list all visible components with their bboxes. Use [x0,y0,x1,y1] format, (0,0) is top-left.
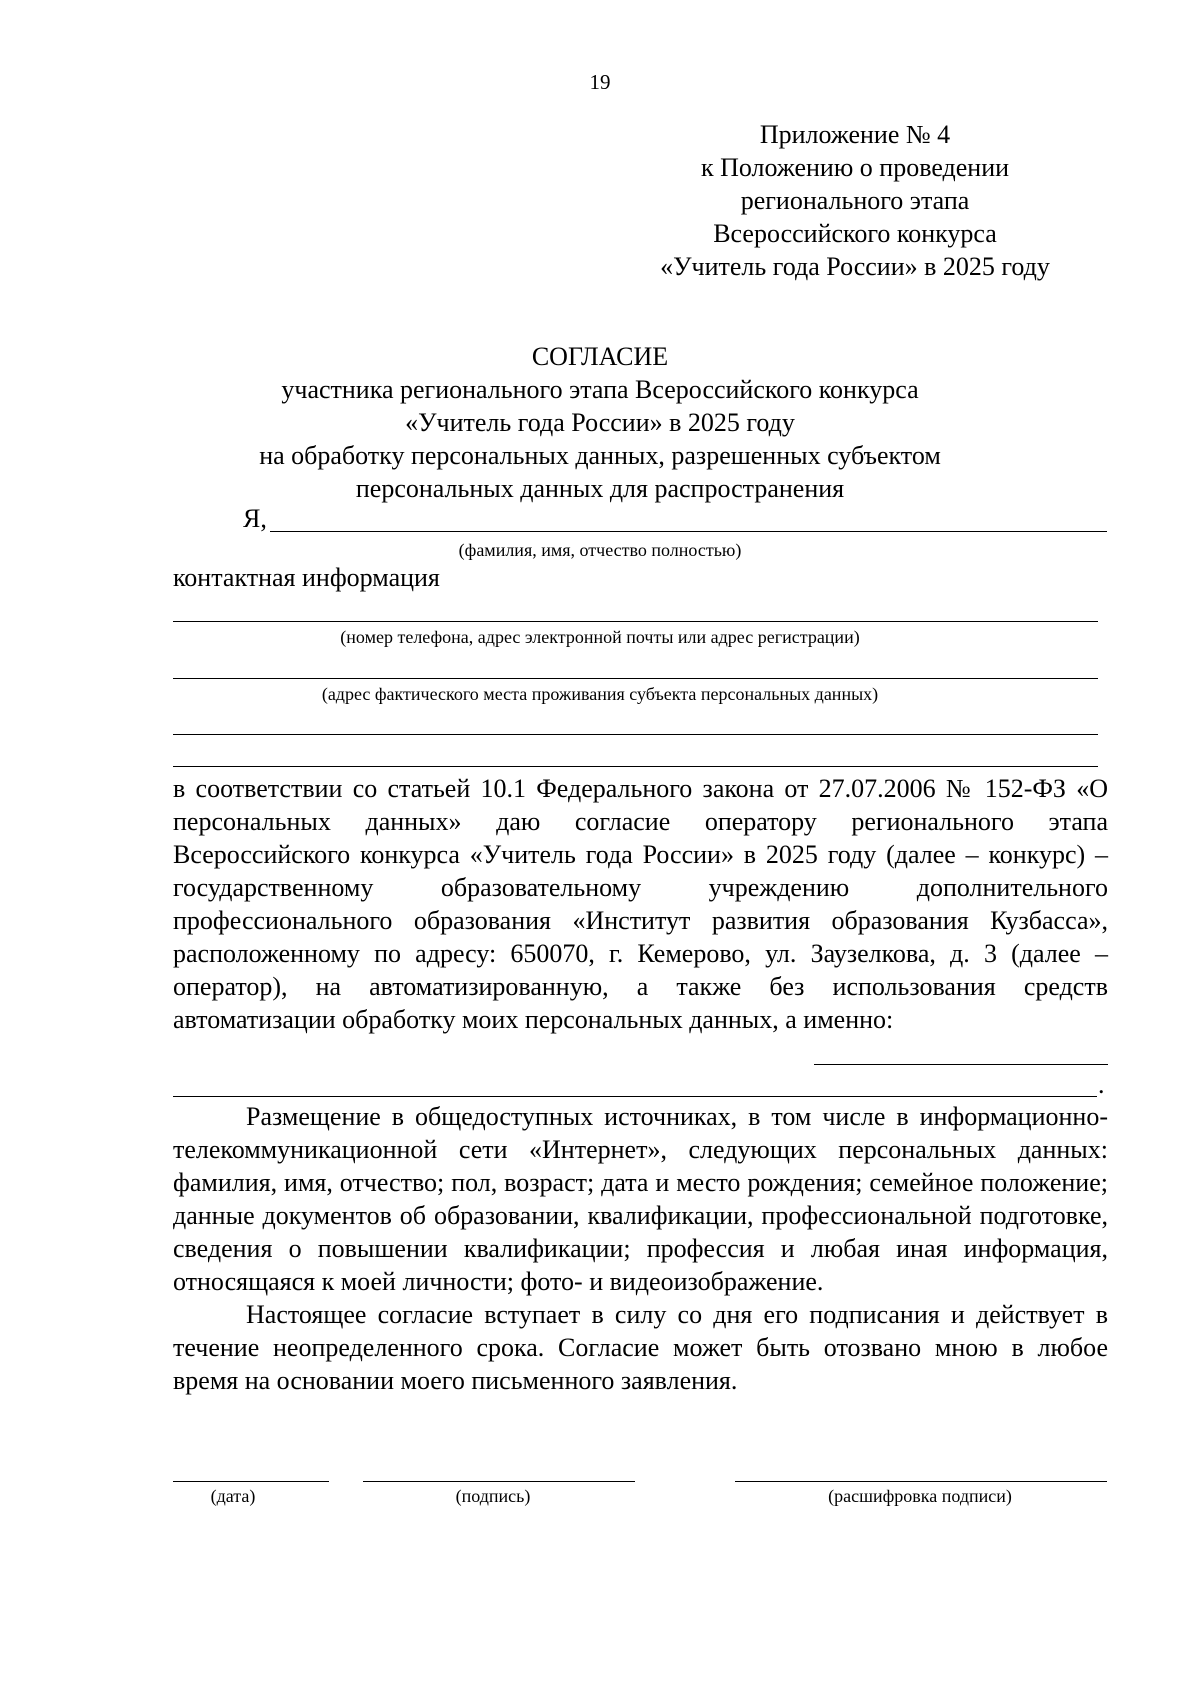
title-line: на обработку персональных данных, разрешенных субъектом [259,441,941,470]
consent-paragraph-block [173,772,1108,1036]
address-caption: (адрес фактического места проживания субъекта персональных данных) [321,684,879,704]
title-line: персональных данных для распространения [355,474,845,503]
extra-fill-line-1[interactable] [173,734,1098,735]
appendix-line: Всероссийского конкурса [713,219,997,248]
title-main: СОГЛАСИЕ [531,342,669,371]
date-line[interactable] [173,1481,329,1482]
name-fill-line[interactable] [270,531,1107,532]
document-title [0,340,1200,505]
address-fill-line[interactable] [173,678,1098,679]
period: . [1098,1070,1105,1099]
signature-caption: (подпись) [455,1486,531,1506]
contact-caption: (номер телефона, адрес электронной почты или адрес регистрации) [340,627,860,647]
data-list-fill-line-2[interactable] [173,1096,1097,1097]
date-caption: (дата) [210,1486,256,1506]
extra-fill-line-2[interactable] [173,766,1098,767]
title-line: участника регионального этапа Всероссийского конкурса [281,375,919,404]
decoding-caption: (расшифровка подписи) [828,1486,1012,1506]
title-line: «Учитель года России» в 2025 году [405,408,795,437]
data-list-fill-line-1[interactable] [814,1064,1108,1065]
consent-paragraph: в соответствии со статьей 10.1 Федерального закона от 27.07.2006 № 152-ФЗ «О персональных данных» даю согласие оператору регионального этапа Всероссийского конкурса «Учитель года России» в 2025 году (далее – конкурс) – государственному образовательному учреждению дополнительного профессионального образования «Институт развития образования Кузбасса», расположенному по адресу: 650070, г. Кемерово, ул. Заузелкова, д. 3 (далее – оператор), на автоматизированную, а также без использования средств автоматизации обработку моих персональных данных, а именно: [173,774,1108,1034]
decoding-line[interactable] [735,1481,1107,1482]
appendix-line: к Положению о проведении [700,153,1010,182]
name-caption: (фамилия, имя, отчество полностью) [458,540,742,560]
contact-label: контактная информация [173,563,440,592]
placement-paragraph-block [173,1100,1108,1397]
appendix-line: регионального этапа [740,186,970,215]
appendix-header [640,118,1070,283]
placement-paragraph: Размещение в общедоступных источниках, в том числе в информационно-телекоммуникационной сети «Интернет», следующих персональных данных: фамилия, имя, отчество; пол, возраст; дата и место рождения; семейное положение; данные документов об образовании, квалификации, профессиональной подготовке, сведения о повышении квалификации; профессия и любая иная информация, относящаяся к моей личности; фото- и видеоизображение. [173,1102,1108,1296]
validity-paragraph: Настоящее согласие вступает в силу со дня его подписания и действует в течение неопределенного срока. Согласие может быть отозвано мною в любое время на основании моего письменного заявления. [173,1300,1108,1395]
contact-fill-line[interactable] [173,621,1098,622]
i-label: Я, [243,504,267,533]
appendix-line: Приложение № 4 [759,120,951,149]
signature-line[interactable] [363,1481,635,1482]
appendix-line: «Учитель года России» в 2025 году [660,252,1050,281]
page-number: 19 [589,70,611,94]
